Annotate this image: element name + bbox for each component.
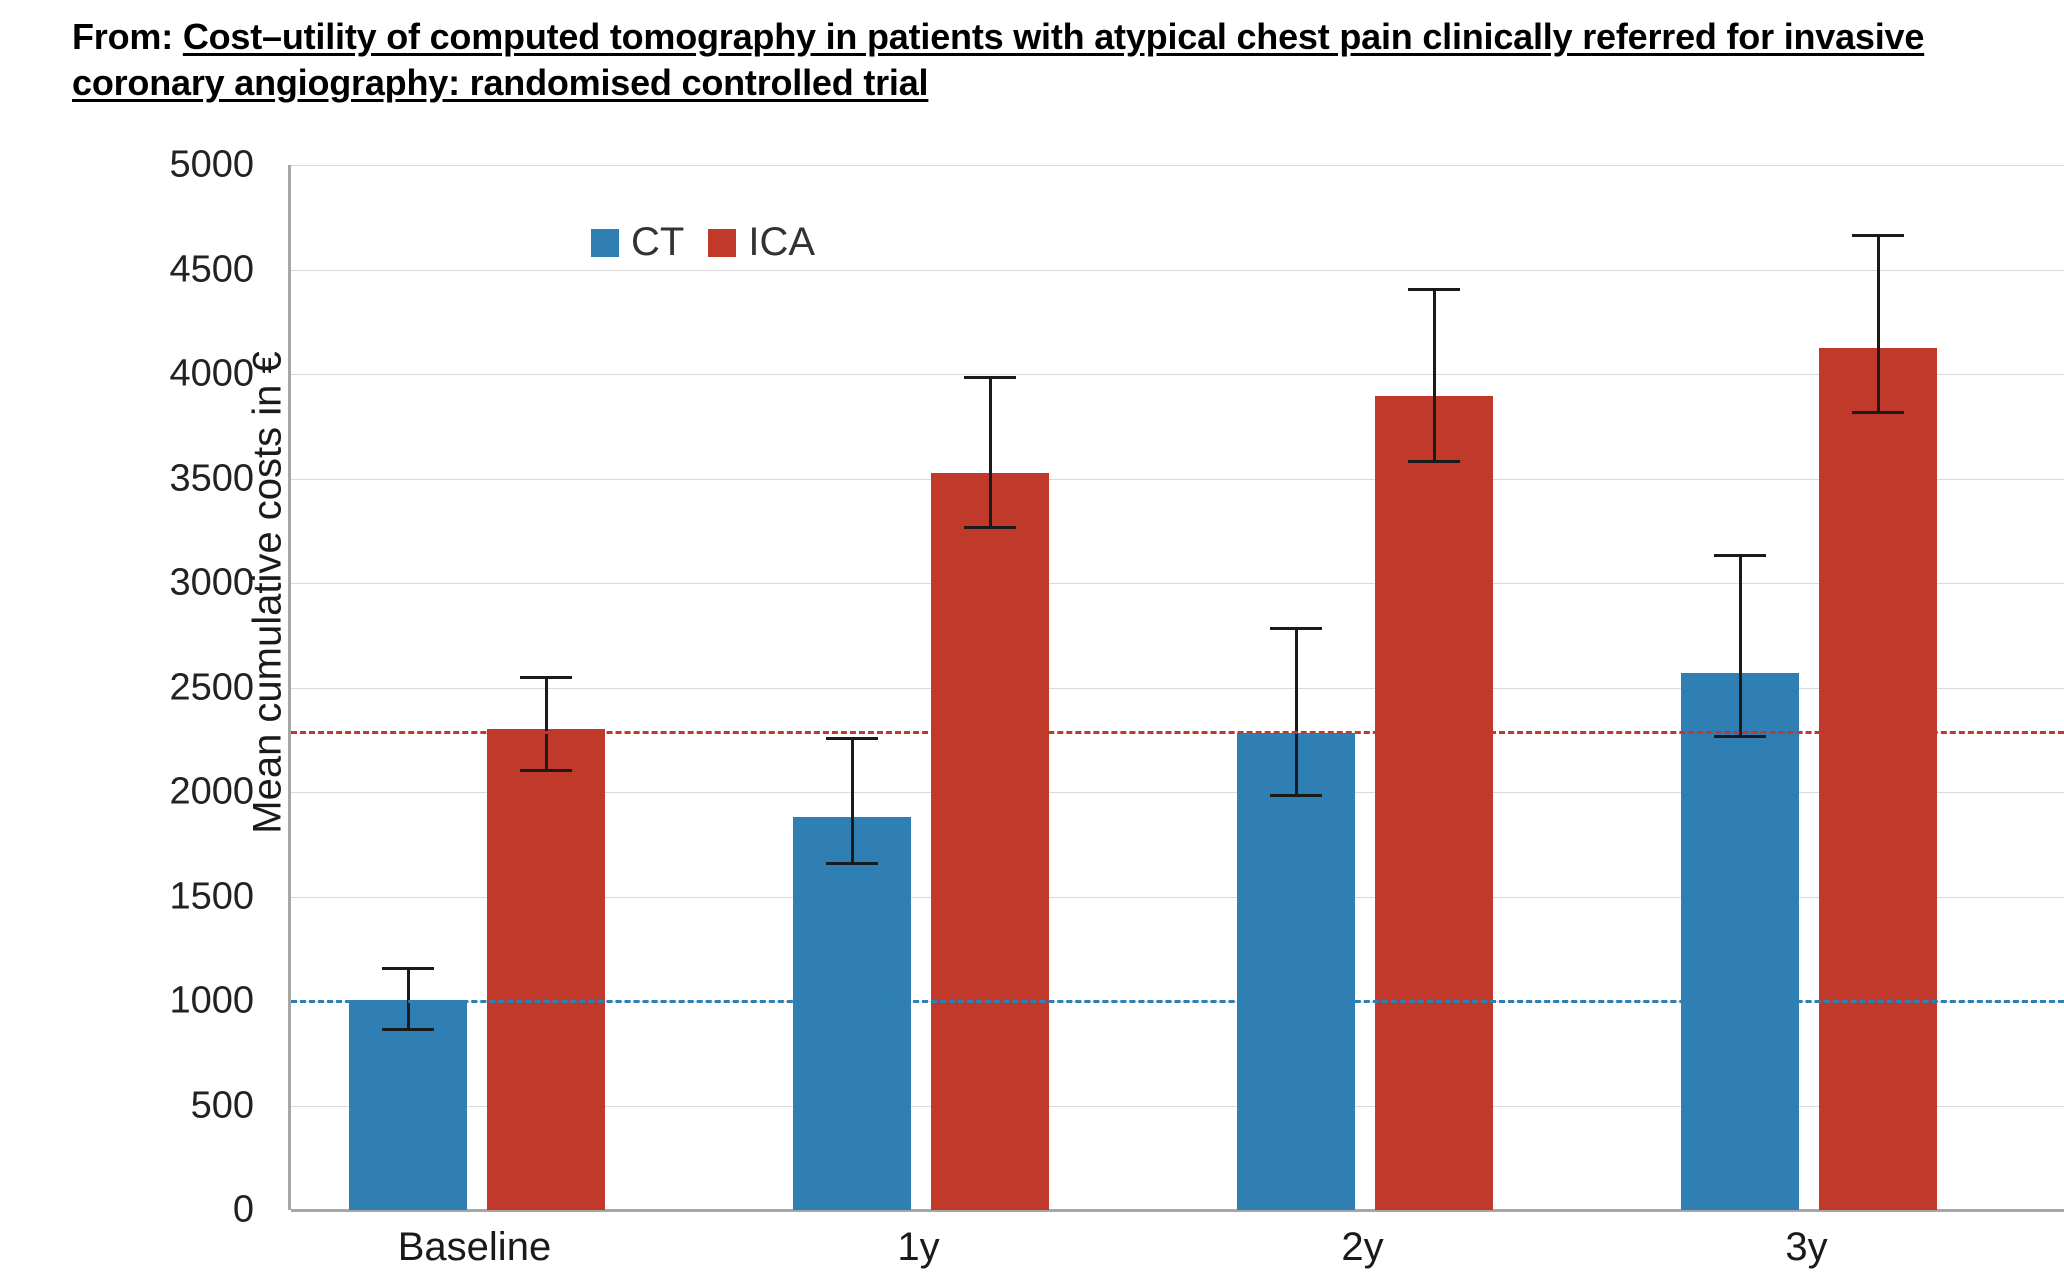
y-axis-title: Mean cumulative costs in €	[245, 351, 290, 834]
x-tick-label: 1y	[897, 1225, 940, 1269]
article-title-link[interactable]: Cost–utility of computed tomography in patients with atypical chest pain clinically referred for invasive coronary angiography: randomised controlled trial	[72, 16, 1925, 104]
error-bar	[407, 967, 410, 1029]
error-bar-cap-upper	[1408, 288, 1460, 291]
error-bar-cap-upper	[1270, 627, 1322, 630]
chart-legend	[591, 220, 815, 265]
error-bar-cap-upper	[520, 676, 572, 679]
error-bar	[545, 676, 548, 769]
x-tick-label: Baseline	[397, 1225, 552, 1269]
gridline	[291, 270, 2064, 271]
error-bar-cap-upper	[964, 376, 1016, 379]
bar-chart	[0, 140, 2064, 1288]
error-bar	[989, 376, 992, 525]
y-tick-label: 2500	[169, 666, 254, 708]
x-tick-label: 2y	[1341, 1225, 1384, 1269]
bar-ct-1y	[793, 817, 911, 1210]
bar-ica-1y	[931, 473, 1049, 1210]
legend-label-ica: ICA	[748, 220, 816, 264]
gridline	[291, 479, 2064, 480]
error-bar-cap-lower	[1270, 794, 1322, 797]
y-tick-label: 3500	[169, 457, 254, 499]
y-tick-label: 3000	[169, 561, 254, 604]
from-label: From:	[72, 16, 173, 57]
plot-area	[288, 165, 2064, 1210]
legend-swatch-ica	[708, 229, 736, 257]
y-tick-label: 5000	[169, 143, 254, 186]
y-tick-label: 0	[232, 1188, 254, 1231]
error-bar	[1433, 288, 1436, 459]
error-bar-cap-lower	[382, 1028, 434, 1031]
error-bar	[1739, 554, 1742, 735]
bar-ica-baseline	[487, 729, 605, 1210]
error-bar-cap-lower	[1408, 460, 1460, 463]
ica-reference-line	[291, 731, 2064, 734]
ct-reference-line	[291, 1000, 2064, 1003]
error-bar-cap-lower	[1714, 735, 1766, 738]
error-bar-cap-lower	[520, 769, 572, 772]
gridline	[291, 165, 2064, 166]
y-tick-label: 500	[190, 1084, 254, 1126]
legend-label-ct: CT	[631, 220, 685, 264]
error-bar-cap-upper	[826, 737, 878, 740]
bar-ica-3y	[1819, 348, 1937, 1210]
error-bar	[851, 737, 854, 862]
error-bar-cap-lower	[1852, 411, 1904, 414]
legend-item-ct	[591, 220, 684, 265]
y-tick-label: 1000	[169, 979, 254, 1022]
error-bar-cap-upper	[1852, 234, 1904, 237]
error-bar-cap-lower	[964, 526, 1016, 529]
error-bar-cap-upper	[1714, 554, 1766, 557]
gridline	[291, 583, 2064, 584]
error-bar	[1295, 627, 1298, 794]
bar-ct-baseline	[349, 1000, 467, 1210]
y-tick-label: 4500	[169, 248, 254, 290]
y-axis-ticks	[100, 143, 270, 1231]
y-tick-label: 4000	[169, 352, 254, 395]
legend-swatch-ct	[591, 229, 619, 257]
figure-source-header	[72, 14, 2032, 106]
error-bar	[1877, 234, 1880, 411]
legend-item-ica	[708, 220, 815, 265]
bar-ct-2y	[1237, 733, 1355, 1210]
bar-ica-2y	[1375, 396, 1493, 1210]
bar-ct-3y	[1681, 673, 1799, 1210]
y-tick-label: 2000	[169, 770, 254, 813]
error-bar-cap-lower	[826, 862, 878, 865]
gridline	[291, 374, 2064, 375]
y-tick-label: 1500	[169, 875, 254, 917]
x-tick-label: 3y	[1785, 1225, 1828, 1269]
error-bar-cap-upper	[382, 967, 434, 970]
